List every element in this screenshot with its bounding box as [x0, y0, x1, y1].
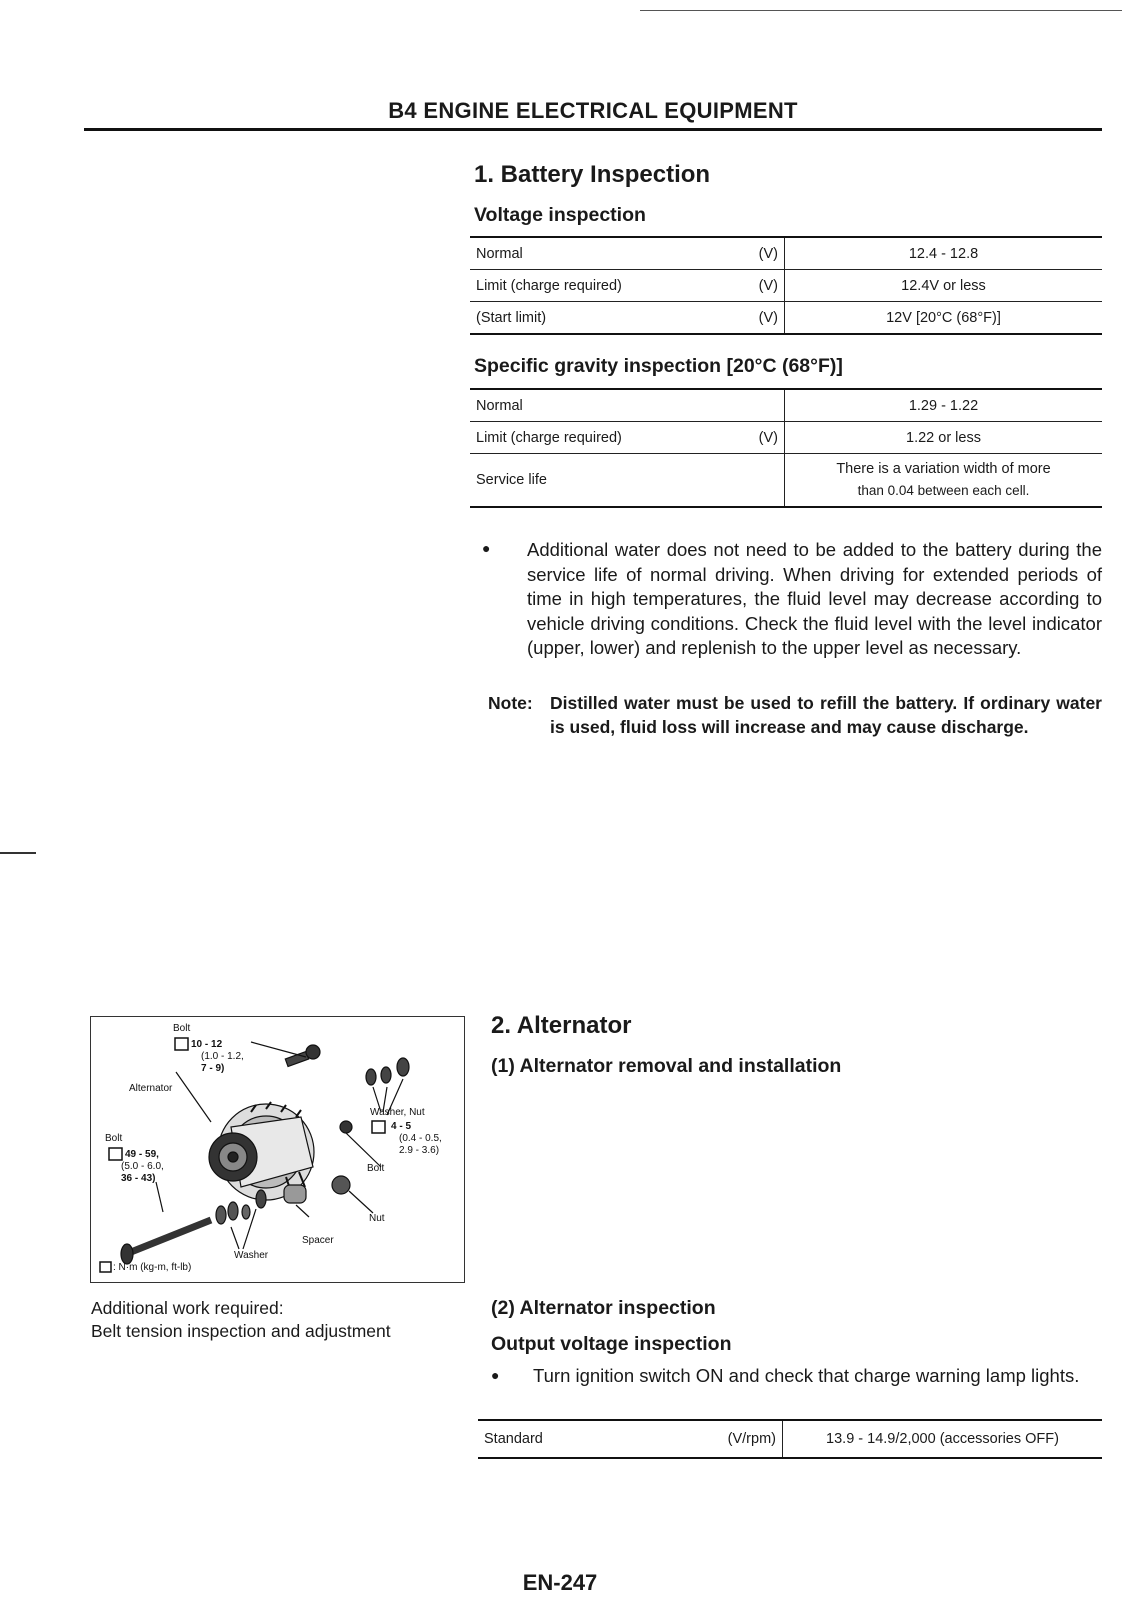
torque-icon [175, 1038, 188, 1050]
label-washer-nut: Washer, Nut [370, 1107, 425, 1118]
row-label: Limit (charge required) [470, 270, 732, 302]
caption-line-2: Belt tension inspection and adjustment [91, 1321, 391, 1341]
alternator-bullet-text: Turn ignition switch ON and check that charge warning lamp lights. [533, 1365, 1080, 1386]
page-number: EN-247 [522, 1570, 598, 1595]
standard-table [478, 1419, 1102, 1459]
row-label: Standard [478, 1420, 690, 1458]
label-torque-top-3: 7 - 9) [201, 1063, 225, 1074]
battery-heading: 1. Battery Inspection [474, 161, 711, 188]
gravity-title: Specific gravity inspection [20°C (68°F)] [474, 355, 843, 377]
torque-icon [372, 1121, 385, 1133]
label-torque-top-1: 10 - 12 [191, 1039, 223, 1050]
label-torque-top-2: (1.0 - 1.2, [201, 1051, 244, 1062]
page-header: B4 ENGINE ELECTRICAL EQUIPMENT [388, 98, 798, 123]
row-unit: (V) [732, 422, 785, 454]
row-value: 12.4 - 12.8 [785, 237, 1103, 270]
table-row [470, 389, 1102, 422]
alternator-removal-title: (1) Alternator removal and installation [491, 1055, 842, 1077]
row-label: Normal [470, 237, 732, 270]
label-torque-left-3: 36 - 43) [121, 1173, 156, 1184]
label-bolt-left: Bolt [105, 1133, 123, 1144]
row-label: (Start limit) [470, 302, 732, 335]
label-spacer: Spacer [302, 1235, 334, 1246]
voltage-title: Voltage inspection [474, 204, 646, 226]
header-rule [84, 128, 1102, 131]
torque-icon [109, 1148, 122, 1160]
row-label: Limit (charge required) [470, 422, 732, 454]
row-value: 13.9 - 14.9/2,000 (accessories OFF) [783, 1420, 1103, 1458]
label-torque-legend: : N·m (kg-m, ft-lb) [113, 1262, 192, 1273]
row-unit [732, 389, 785, 422]
row-value: 12.4V or less [785, 270, 1103, 302]
output-voltage-title: Output voltage inspection [491, 1333, 732, 1355]
service-life-line-1: There is a variation width of more [836, 461, 1051, 477]
battery-bullet-text: Additional water does not need to be added to the battery during the service life of normal driving. When driving for extended periods of time in high temperatures, the fluid level may decrease according to vehicle driving conditions. Check the fluid level with the level indicator (upper, lower) and replenish to the upper level as necessary. [527, 539, 1102, 658]
caption-line-1: Additional work required: [91, 1298, 284, 1318]
margin-mark [0, 852, 36, 854]
label-torque-right-1: 4 - 5 [391, 1121, 412, 1132]
row-label: Service life [470, 454, 732, 508]
row-value: 1.22 or less [785, 422, 1103, 454]
label-nut: Nut [369, 1213, 385, 1224]
bullet-icon: ● [482, 540, 491, 556]
row-unit: (V) [732, 237, 785, 270]
alternator-diagram [90, 1016, 465, 1283]
row-unit: (V/rpm) [690, 1420, 783, 1458]
label-torque-right-2: (0.4 - 0.5, [399, 1133, 442, 1144]
label-torque-right-3: 2.9 - 3.6) [399, 1145, 440, 1156]
alternator-inspection-title: (2) Alternator inspection [491, 1297, 716, 1319]
table-row [478, 1420, 1102, 1458]
spacer [284, 1185, 306, 1203]
table-row [470, 302, 1102, 335]
label-alternator: Alternator [129, 1083, 173, 1094]
row-value: 12V [20°C (68°F)] [785, 302, 1103, 335]
row-value: 1.29 - 1.22 [785, 389, 1103, 422]
alternator-heading: 2. Alternator [491, 1012, 632, 1039]
top-rule [640, 10, 1122, 11]
table-row [470, 454, 1102, 508]
gravity-table [470, 388, 1102, 508]
label-torque-left-2: (5.0 - 6.0, [121, 1161, 164, 1172]
label-bolt-right: Bolt [367, 1163, 385, 1174]
service-life-line-2: than 0.04 between each cell. [857, 483, 1030, 498]
row-unit: (V) [732, 270, 785, 302]
torque-icon [100, 1262, 111, 1272]
label-torque-left-1: 49 - 59, [125, 1149, 159, 1160]
table-row [470, 270, 1102, 302]
row-unit [732, 454, 785, 508]
row-value [785, 454, 1103, 508]
table-row [470, 422, 1102, 454]
bullet-icon: ● [491, 1367, 500, 1383]
row-label: Normal [470, 389, 732, 422]
voltage-table [470, 236, 1102, 335]
note-label: Note: [488, 693, 533, 713]
note-text: Distilled water must be used to refill the battery. If ordinary water is used, fluid loss will increase and may cause discharge. [550, 693, 1102, 737]
label-washer: Washer [234, 1250, 269, 1261]
label-bolt-top: Bolt [173, 1023, 191, 1034]
table-row [470, 237, 1102, 270]
row-unit: (V) [732, 302, 785, 335]
